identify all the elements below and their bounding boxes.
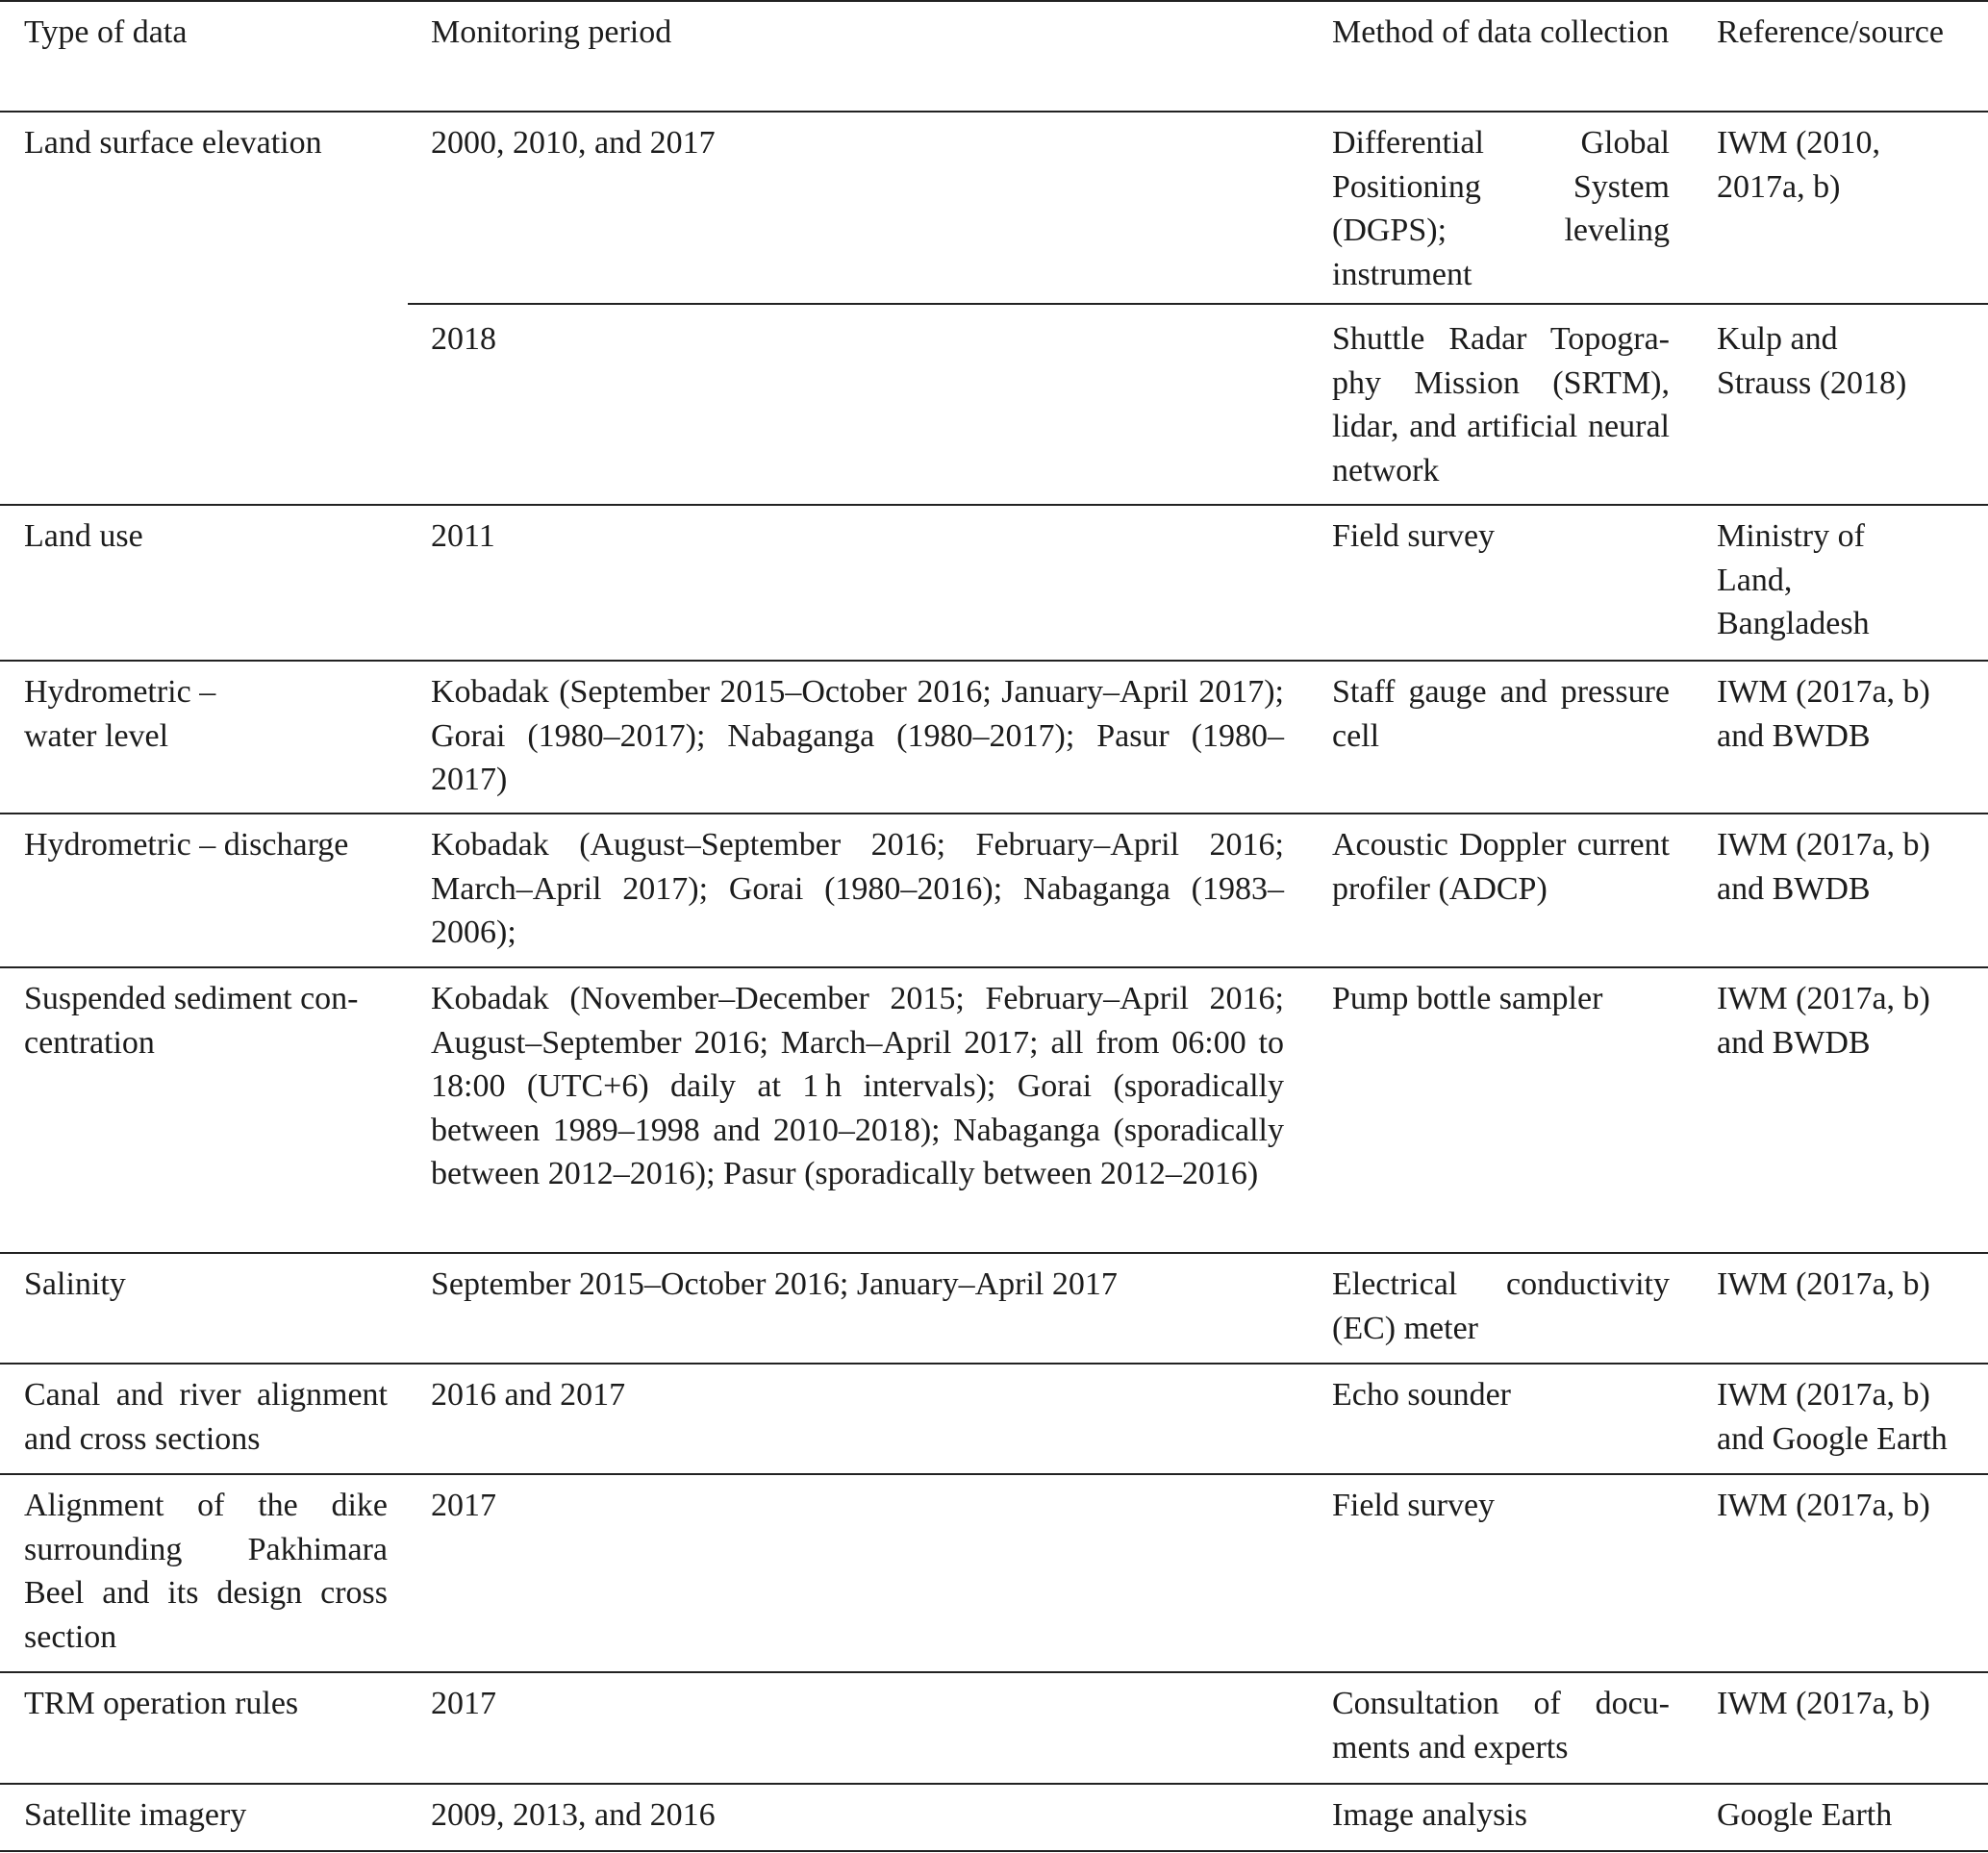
row-source: IWM (2017a, b) and BWDB xyxy=(1717,981,1930,1061)
row-rule xyxy=(0,1252,1988,1254)
row-source: IWM (2017a, b) xyxy=(1717,1266,1930,1302)
row-type: Hydrometric – discharge xyxy=(24,827,349,863)
header-method: Method of data collection xyxy=(1332,14,1670,50)
row-period: 2017 xyxy=(431,1686,496,1721)
row-period: 2017 xyxy=(431,1488,496,1523)
row-period: September 2015–October 2016; January–April 2017 xyxy=(431,1266,1118,1302)
row-source: IWM (2017a, b) xyxy=(1717,1488,1930,1523)
row-method: Echo sounder xyxy=(1332,1377,1512,1413)
row-period: Kobadak (August–September 2016; February–April 2016; March–April 2017); Gorai (1980–2016); Nabaganga (1983–2006); xyxy=(431,827,1284,950)
row-method: Image analysis xyxy=(1332,1797,1527,1833)
row-method: Differential Global Positioning System (DGPS); leveling instrument xyxy=(1332,125,1670,292)
row-rule xyxy=(0,1473,1988,1475)
row-source: IWM (2010, 2017a, b) xyxy=(1717,125,1880,205)
row-rule xyxy=(0,813,1988,814)
table-bottom-rule xyxy=(0,1850,1988,1852)
row-source: IWM (2017a, b) and BWDB xyxy=(1717,827,1930,907)
row-method: Acoustic Doppler current profiler (ADCP) xyxy=(1332,827,1670,907)
row-type: Satellite imagery xyxy=(24,1797,247,1833)
row-source: Kulp and Strauss (2018) xyxy=(1717,321,1907,401)
row-method: Field survey xyxy=(1332,1488,1496,1523)
header-type: Type of data xyxy=(24,14,188,50)
table-top-rule xyxy=(0,0,1988,2)
row-period: 2009, 2013, and 2016 xyxy=(431,1797,716,1833)
row-method: Field survey xyxy=(1332,518,1496,554)
row-type: Alignment of the dike surrounding Pakhimara Beel and its design cross section xyxy=(24,1488,388,1655)
row-type: Salinity xyxy=(24,1266,126,1302)
row-period: Kobadak (November–December 2015; February–April 2016; August–September 2016; March–April 2017; all from 06:00 to 18:00 (UTC+6) daily at 1 h intervals); Gorai (sporadically between 1989–1998 and 2010–2018); Nabaganga (sporadically between 2012–2016); Pasur (sporadically between 2012–2016) xyxy=(431,981,1284,1191)
row-method: Shuttle Radar Topography Mission (SRTM), lidar, and artificial neural network xyxy=(1332,321,1670,488)
row-type: Hydrometric – water level xyxy=(24,674,216,754)
row-period: 2000, 2010, and 2017 xyxy=(431,125,716,161)
row-period: 2018 xyxy=(431,321,496,357)
row-period: 2016 and 2017 xyxy=(431,1377,626,1413)
row-source: Ministry of Land, Bangladesh xyxy=(1717,518,1870,641)
header-period: Monitoring period xyxy=(431,14,672,50)
row-type: Land surface elevation xyxy=(24,125,322,161)
header-source: Reference/source xyxy=(1717,14,1944,50)
row-type: Canal and river alignment and cross sections xyxy=(24,1377,388,1457)
row-rule xyxy=(0,1671,1988,1673)
row-source: IWM (2017a, b) xyxy=(1717,1686,1930,1721)
row-method: Pump bottle sampler xyxy=(1332,981,1603,1016)
row-rule xyxy=(0,1783,1988,1785)
row-method: Staff gauge and pressure cell xyxy=(1332,674,1670,754)
row-type: Suspended sediment concentration xyxy=(24,981,359,1061)
row-method: Electrical conductivity (EC) meter xyxy=(1332,1266,1670,1346)
subrow-rule xyxy=(408,303,1988,305)
row-type: Land use xyxy=(24,518,143,554)
header-rule xyxy=(0,111,1988,113)
row-rule xyxy=(0,660,1988,662)
row-source: IWM (2017a, b) and BWDB xyxy=(1717,674,1930,754)
row-period: 2011 xyxy=(431,518,495,554)
row-type: TRM operation rules xyxy=(24,1686,299,1721)
row-rule xyxy=(0,504,1988,506)
row-source: IWM (2017a, b) and Google Earth xyxy=(1717,1377,1948,1457)
row-rule xyxy=(0,966,1988,968)
row-method: Consultation of documents and experts xyxy=(1332,1686,1670,1765)
row-source: Google Earth xyxy=(1717,1797,1893,1833)
row-rule xyxy=(0,1363,1988,1365)
row-period: Kobadak (September 2015–October 2016; January–April 2017); Gorai (1980–2017); Nabaganga (1980–2017); Pasur (1980–2017) xyxy=(431,674,1284,797)
